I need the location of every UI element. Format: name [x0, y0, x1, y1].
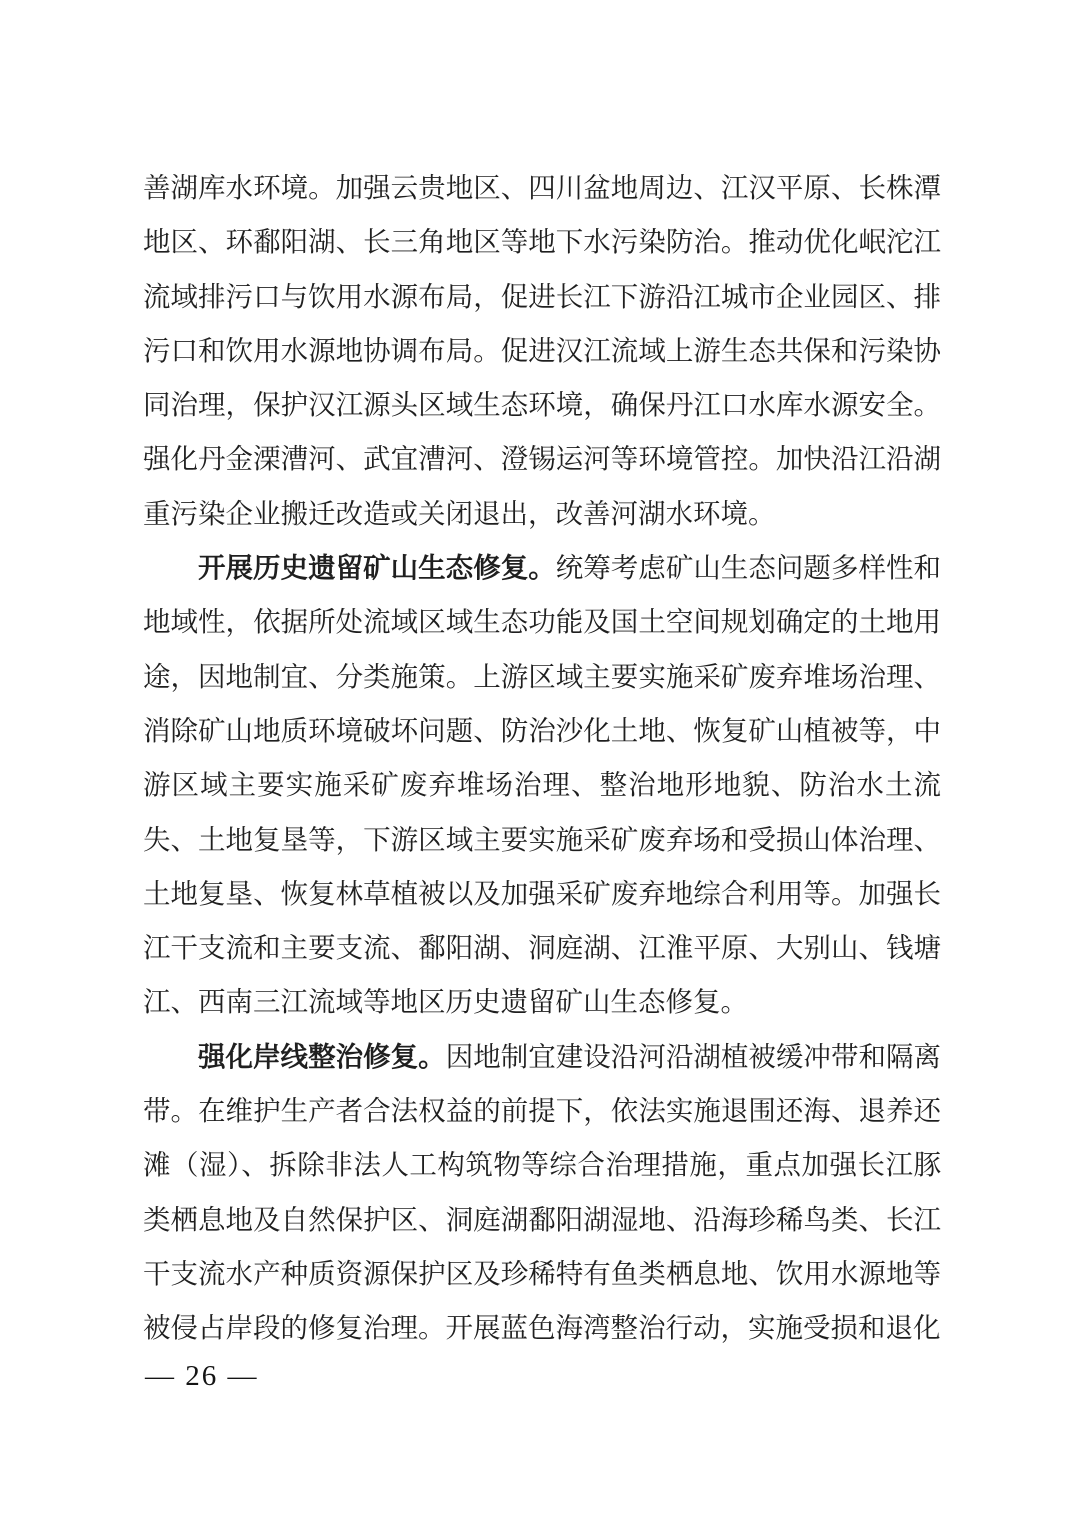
- paragraph-shoreline-restoration: [143, 1030, 941, 1356]
- paragraph-mine-restoration: [143, 541, 941, 1030]
- paragraph-text: 善湖库水环境。加强云贵地区、四川盆地周边、江汉平原、长株潭地区、环鄱阳湖、长三角地区等地下水污染防治。推动优化岷沱江流域排污口与饮用水源布局，促进长江下游沿江城市企业园区、排污口和饮用水源地协调布局。促进汉江流域上游生态共保和污染协同治理，保护汉江源头区域生态环境，确保丹江口水库水源安全。强化丹金溧漕河、武宜漕河、澄锡运河等环境管控。加快沿江沿湖重污染企业搬迁改造或关闭退出，改善河湖水环境。: [143, 172, 941, 529]
- paragraph-lead: 开展历史遗留矿山生态修复。: [198, 552, 556, 584]
- page-number: — 26 —: [145, 1360, 259, 1392]
- document-body: [143, 161, 941, 1356]
- paragraph-text: 统筹考虑矿山生态问题多样性和地域性，依据所处流域区域生态功能及国土空间规划确定的土地用途，因地制宜、分类施策。上游区域主要实施采矿废弃堆场治理、消除矿山地质环境破坏问题、防治沙化土地、恢复矿山植被等，中游区域主要实施采矿废弃堆场治理、整治地形地貌、防治水土流失、土地复垦等，下游区域主要实施采矿废弃场和受损山体治理、土地复垦、恢复林草植被以及加强采矿废弃地综合利用等。加强长江干支流和主要支流、鄱阳湖、洞庭湖、江淮平原、大别山、钱塘江、西南三江流域等地区历史遗留矿山生态修复。: [143, 552, 941, 1018]
- paragraph-lead: 强化岸线整治修复。: [198, 1040, 446, 1072]
- paragraph-continuation: [143, 161, 941, 541]
- paragraph-text: 因地制宜建设沿河沿湖植被缓冲带和隔离带。在维护生产者合法权益的前提下，依法实施退围还海、退养还滩（湿）、拆除非法人工构筑物等综合治理措施，重点加强长江豚类栖息地及自然保护区、洞庭湖鄱阳湖湿地、沿海珍稀鸟类、长江干支流水产种质资源保护区及珍稀特有鱼类栖息地、饮用水源地等被侵占岸段的修复治理。开展蓝色海湾整治行动，实施受损和退化: [143, 1040, 942, 1344]
